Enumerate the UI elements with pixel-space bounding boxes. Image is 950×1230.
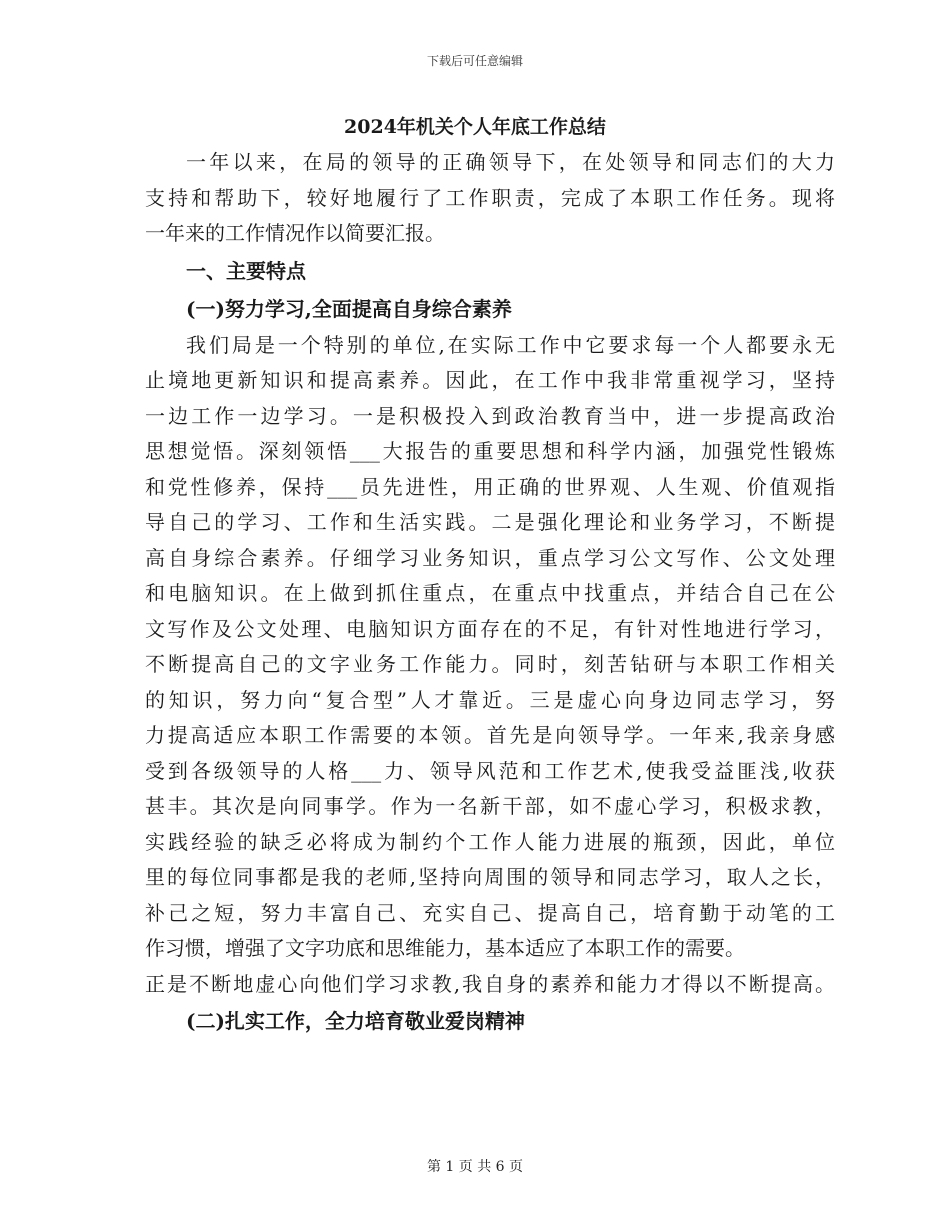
paragraph-line: 我们局是一个特别的单位,在实际工作中它要求每一个人都要永无 — [186, 332, 835, 357]
paragraph-line: 力提高适应本职工作需要的本领。首先是向领导学。一年来,我亲身感 — [145, 723, 835, 747]
paragraph-line: 正是不断地虚心向他们学习求教,我自身的素养和能力才得以不断提高。 — [145, 971, 835, 996]
paragraph-line: 止境地更新知识和提高素养。因此，在工作中我非常重视学习，坚持 — [145, 368, 835, 392]
intro-line: 一年以来，在局的领导的正确领导下，在处领导和同志们的大力 — [186, 150, 835, 174]
paragraph-line: 一边工作一边学习。一是积极投入到政治教育当中，进一步提高政治 — [145, 403, 835, 428]
intro-line: 一年来的工作情况作以简要汇报。 — [145, 221, 445, 245]
paragraph-line: 里的每位同事都是我的老师,坚持向周围的领导和同志学习，取人之长， — [145, 865, 835, 889]
section-heading: 一、主要特点 — [186, 258, 306, 283]
page-number: 第 1 页 共 6 页 — [426, 1159, 524, 1175]
paragraph-line: 补己之短，努力丰富自己、充实自己、提高自己，培育勤于动笔的工 — [145, 900, 835, 925]
paragraph-line: 和电脑知识。在上做到抓住重点，在重点中找重点，并结合自己在公 — [145, 581, 835, 605]
paragraph-line: 思想觉悟。深刻领悟___大报告的重要思想和科学内涵，加强党性锻炼 — [145, 439, 835, 463]
paragraph-line: 甚丰。其次是向同事学。作为一名新干部，如不虚心学习，积极求教， — [145, 794, 835, 818]
document-title: 2024年机关个人年底工作总结 — [344, 116, 606, 138]
paragraph-line: 文写作及公文处理、电脑知识方面存在的不足，有针对性地进行学习， — [145, 616, 835, 641]
paragraph-line: 受到各级领导的人格___力、领导风范和工作艺术,使我受益匪浅,收获 — [145, 758, 835, 783]
paragraph-line: 的知识，努力向“复合型”人才靠近。三是虚心向身边同志学习，努 — [145, 687, 835, 712]
intro-line: 支持和帮助下，较好地履行了工作职责，完成了本职工作任务。现将 — [145, 185, 835, 210]
subsection-heading: (一)努力学习,全面提高自身综合素养 — [186, 296, 512, 321]
document-body — [145, 145, 835, 1040]
paragraph-line: 高自身综合素养。仔细学习业务知识，重点学习公文写作、公文处理 — [145, 545, 835, 570]
paragraph-line: 实践经验的缺乏必将成为制约个工作人能力进展的瓶颈，因此，单位 — [145, 829, 835, 854]
page-header: 下载后可任意编辑 — [426, 54, 523, 68]
paragraph-line: 不断提高自己的文字业务工作能力。同时，刻苦钻研与本职工作相关 — [145, 652, 835, 676]
paragraph-line: 导自己的学习、工作和生活实践。二是强化理论和业务学习，不断提 — [145, 510, 835, 534]
subsection-heading: (二)扎实工作，全力培育敬业爱岗精神 — [186, 1009, 525, 1033]
paragraph-line: 作习惯，增强了文字功底和思维能力，基本适应了本职工作的需要。 — [145, 936, 745, 960]
paragraph-line: 和党性修养，保持___员先进性，用正确的世界观、人生观、价值观指 — [145, 474, 835, 499]
